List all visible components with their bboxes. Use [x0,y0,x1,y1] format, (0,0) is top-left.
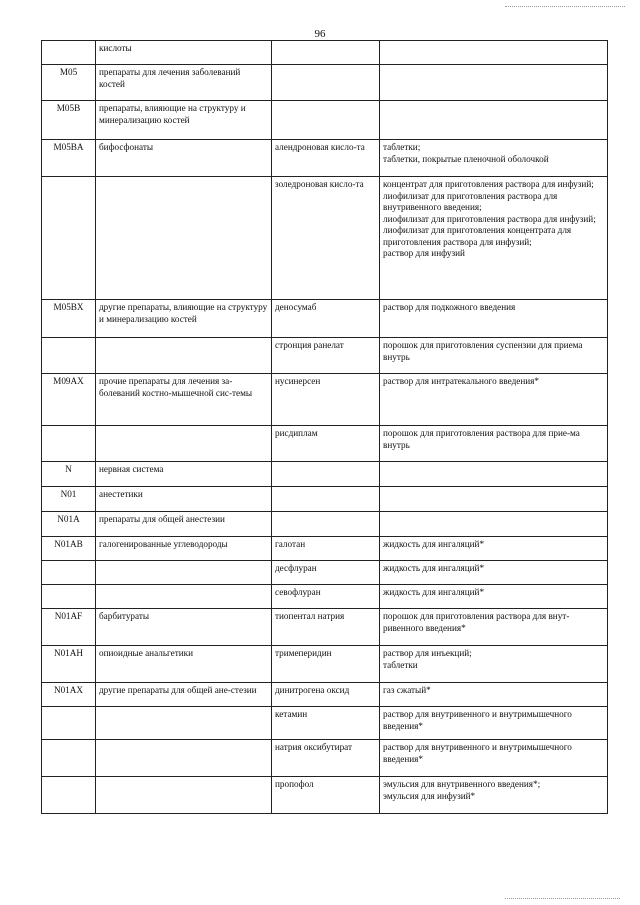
table-row [42,487,608,512]
group-name-cell [96,426,272,462]
table-row [42,512,608,537]
drug-name-cell [272,487,380,512]
group-name-cell: другие препараты, влияющие на структуру и минерализацию костей [96,300,272,338]
group-name-cell [96,740,272,777]
group-name-cell [96,177,272,300]
drug-name-cell: нусинерсен [272,374,380,426]
table-row [42,585,608,609]
atc-code-cell [42,585,96,609]
dosage-form-cell: раствор для подкожного введения [380,300,608,338]
atc-code-cell [42,177,96,300]
table-row [42,609,608,646]
group-name-cell: нервная система [96,462,272,487]
atc-code-cell [42,777,96,814]
drug-name-cell: галотан [272,537,380,561]
dosage-form-cell [380,65,608,101]
group-name-cell: опиоидные анальгетики [96,646,272,683]
atc-code-cell: N01A [42,512,96,537]
dosage-form-cell: жидкость для ингаляций* [380,585,608,609]
atc-code-cell: M09AX [42,374,96,426]
drug-name-cell [272,65,380,101]
table-row [42,646,608,683]
table-row [42,101,608,140]
drug-name-cell: стронция ранелат [272,338,380,374]
table-row [42,537,608,561]
group-name-cell: барбитураты [96,609,272,646]
page-number: 96 [314,28,326,40]
dosage-form-cell: раствор для внутривенного и внутримышечного введения* [380,707,608,740]
drug-name-cell: севофлуран [272,585,380,609]
drug-name-cell: деносумаб [272,300,380,338]
group-name-cell: препараты для лечения заболеваний костей [96,65,272,101]
atc-code-cell [42,561,96,585]
drug-name-cell: тиопентал натрия [272,609,380,646]
table-row [42,300,608,338]
dosage-form-cell [380,41,608,65]
drug-name-cell: динитрогена оксид [272,683,380,707]
atc-code-cell: N [42,462,96,487]
drug-name-cell: кетамин [272,707,380,740]
dosage-form-cell [380,101,608,140]
scan-artifact-bottom [505,898,620,900]
medication-table [41,40,608,814]
atc-code-cell [42,41,96,65]
dosage-form-cell: эмульсия для внутривенного введения*; эмульсия для инфузий* [380,777,608,814]
table-row [42,140,608,177]
group-name-cell [96,707,272,740]
atc-code-cell [42,707,96,740]
group-name-cell [96,585,272,609]
atc-code-cell: N01 [42,487,96,512]
dosage-form-cell [380,462,608,487]
drug-name-cell: пропофол [272,777,380,814]
group-name-cell: препараты для общей анестезии [96,512,272,537]
group-name-cell [96,777,272,814]
group-name-cell [96,561,272,585]
atc-code-cell: N01AH [42,646,96,683]
group-name-cell: прочие препараты для лечения за-болеваний костно-мышечной сис-темы [96,374,272,426]
dosage-form-cell: газ сжатый* [380,683,608,707]
dosage-form-cell: порошок для приготовления раствора для внут-ривенного введения* [380,609,608,646]
table-row [42,338,608,374]
atc-code-cell [42,426,96,462]
drug-name-cell: тримеперидин [272,646,380,683]
dosage-form-cell [380,487,608,512]
table-row [42,426,608,462]
table-row [42,740,608,777]
drug-name-cell [272,101,380,140]
atc-code-cell: N01AB [42,537,96,561]
drug-name-cell [272,41,380,65]
drug-name-cell: алендроновая кисло-та [272,140,380,177]
group-name-cell [96,338,272,374]
table-row [42,177,608,300]
drug-name-cell: рисдиплам [272,426,380,462]
atc-code-cell: N01AX [42,683,96,707]
table-row [42,707,608,740]
dosage-form-cell: раствор для интратекального введения* [380,374,608,426]
drug-name-cell: десфлуран [272,561,380,585]
dosage-form-cell: порошок для приготовления раствора для прие-ма внутрь [380,426,608,462]
group-name-cell: анестетики [96,487,272,512]
table-row [42,683,608,707]
group-name-cell: кислоты [96,41,272,65]
dosage-form-cell [380,512,608,537]
scan-artifact-top [505,6,625,8]
table-row [42,41,608,65]
atc-code-cell: M05BX [42,300,96,338]
atc-code-cell [42,338,96,374]
atc-code-cell: M05 [42,65,96,101]
drug-name-cell [272,462,380,487]
dosage-form-cell: жидкость для ингаляций* [380,561,608,585]
group-name-cell: бифосфонаты [96,140,272,177]
dosage-form-cell: порошок для приготовления суспензии для приема внутрь [380,338,608,374]
dosage-form-cell: раствор для инъекций; таблетки [380,646,608,683]
group-name-cell: другие препараты для общей ане-стезии [96,683,272,707]
dosage-form-cell: концентрат для приготовления раствора для инфузий; лиофилизат для приготовления раствора для внутривенного введения; лиофилизат для приготовления раствора для инфузий; лиофилизат для приготовления концентрата для приготовления раствора для инфузий; раствор для инфузий [380,177,608,300]
dosage-form-cell: жидкость для ингаляций* [380,537,608,561]
drug-name-cell [272,512,380,537]
table-row [42,65,608,101]
table-row [42,374,608,426]
table-row [42,777,608,814]
atc-code-cell: M05BA [42,140,96,177]
group-name-cell: галогенированные углеводороды [96,537,272,561]
table-row [42,462,608,487]
table-row [42,561,608,585]
dosage-form-cell: таблетки; таблетки, покрытые пленочной оболочкой [380,140,608,177]
drug-name-cell: натрия оксибутират [272,740,380,777]
group-name-cell: препараты, влияющие на структуру и минерализацию костей [96,101,272,140]
atc-code-cell: M05B [42,101,96,140]
drug-name-cell: золедроновая кисло-та [272,177,380,300]
atc-code-cell: N01AF [42,609,96,646]
atc-code-cell [42,740,96,777]
dosage-form-cell: раствор для внутривенного и внутримышечного введения* [380,740,608,777]
